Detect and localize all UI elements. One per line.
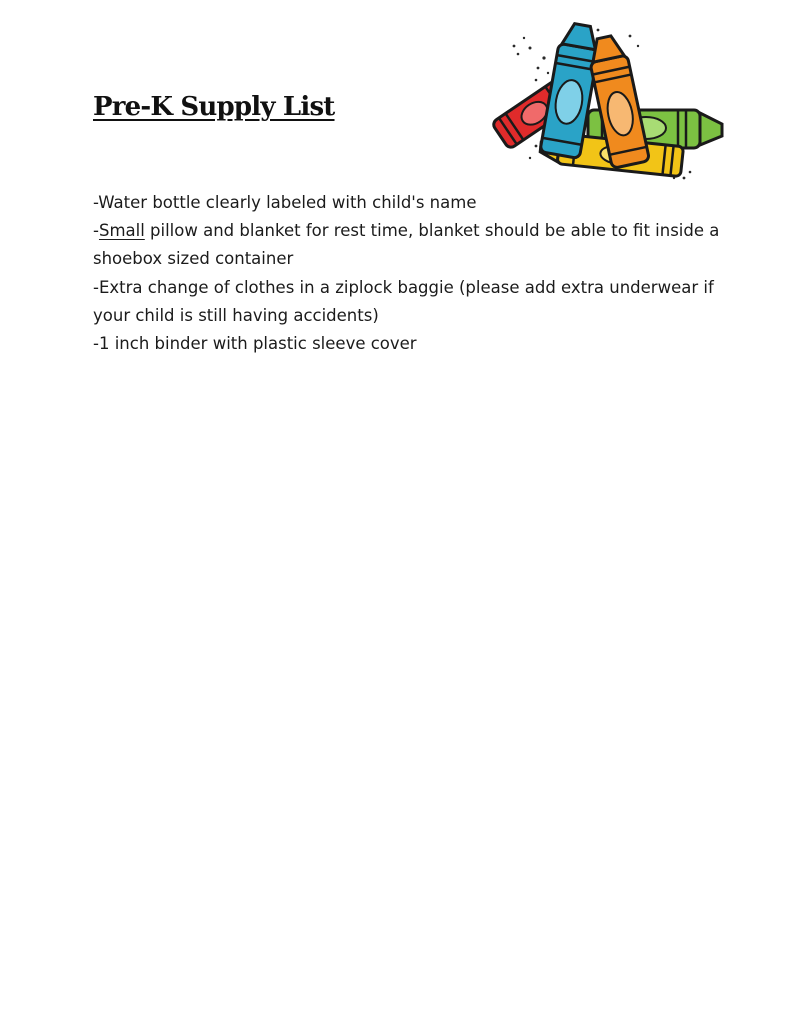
list-item <box>93 274 733 330</box>
item-text: Water bottle clearly labeled with child's name <box>98 193 477 212</box>
item-text: Extra change of clothes in a ziplock baggie (please add extra underwear if your child is still having accidents) <box>93 277 714 325</box>
list-item <box>93 217 733 273</box>
list-item <box>93 330 733 358</box>
item-prefix: - <box>93 193 99 212</box>
supply-list <box>93 189 733 358</box>
item-text: pillow and blanket for rest time, blanket should be able to fit inside a shoebox sized container <box>93 221 720 269</box>
list-item <box>93 189 733 217</box>
item-prefix: - <box>93 221 99 241</box>
item-prefix: - <box>93 277 99 297</box>
item-text: 1 inch binder with plastic sleeve cover <box>98 334 417 354</box>
page-title: Pre-K Supply List <box>93 92 335 122</box>
crayons-clipart-icon <box>478 18 728 188</box>
item-emphasis: Small <box>98 221 145 241</box>
item-prefix: - <box>93 334 99 354</box>
